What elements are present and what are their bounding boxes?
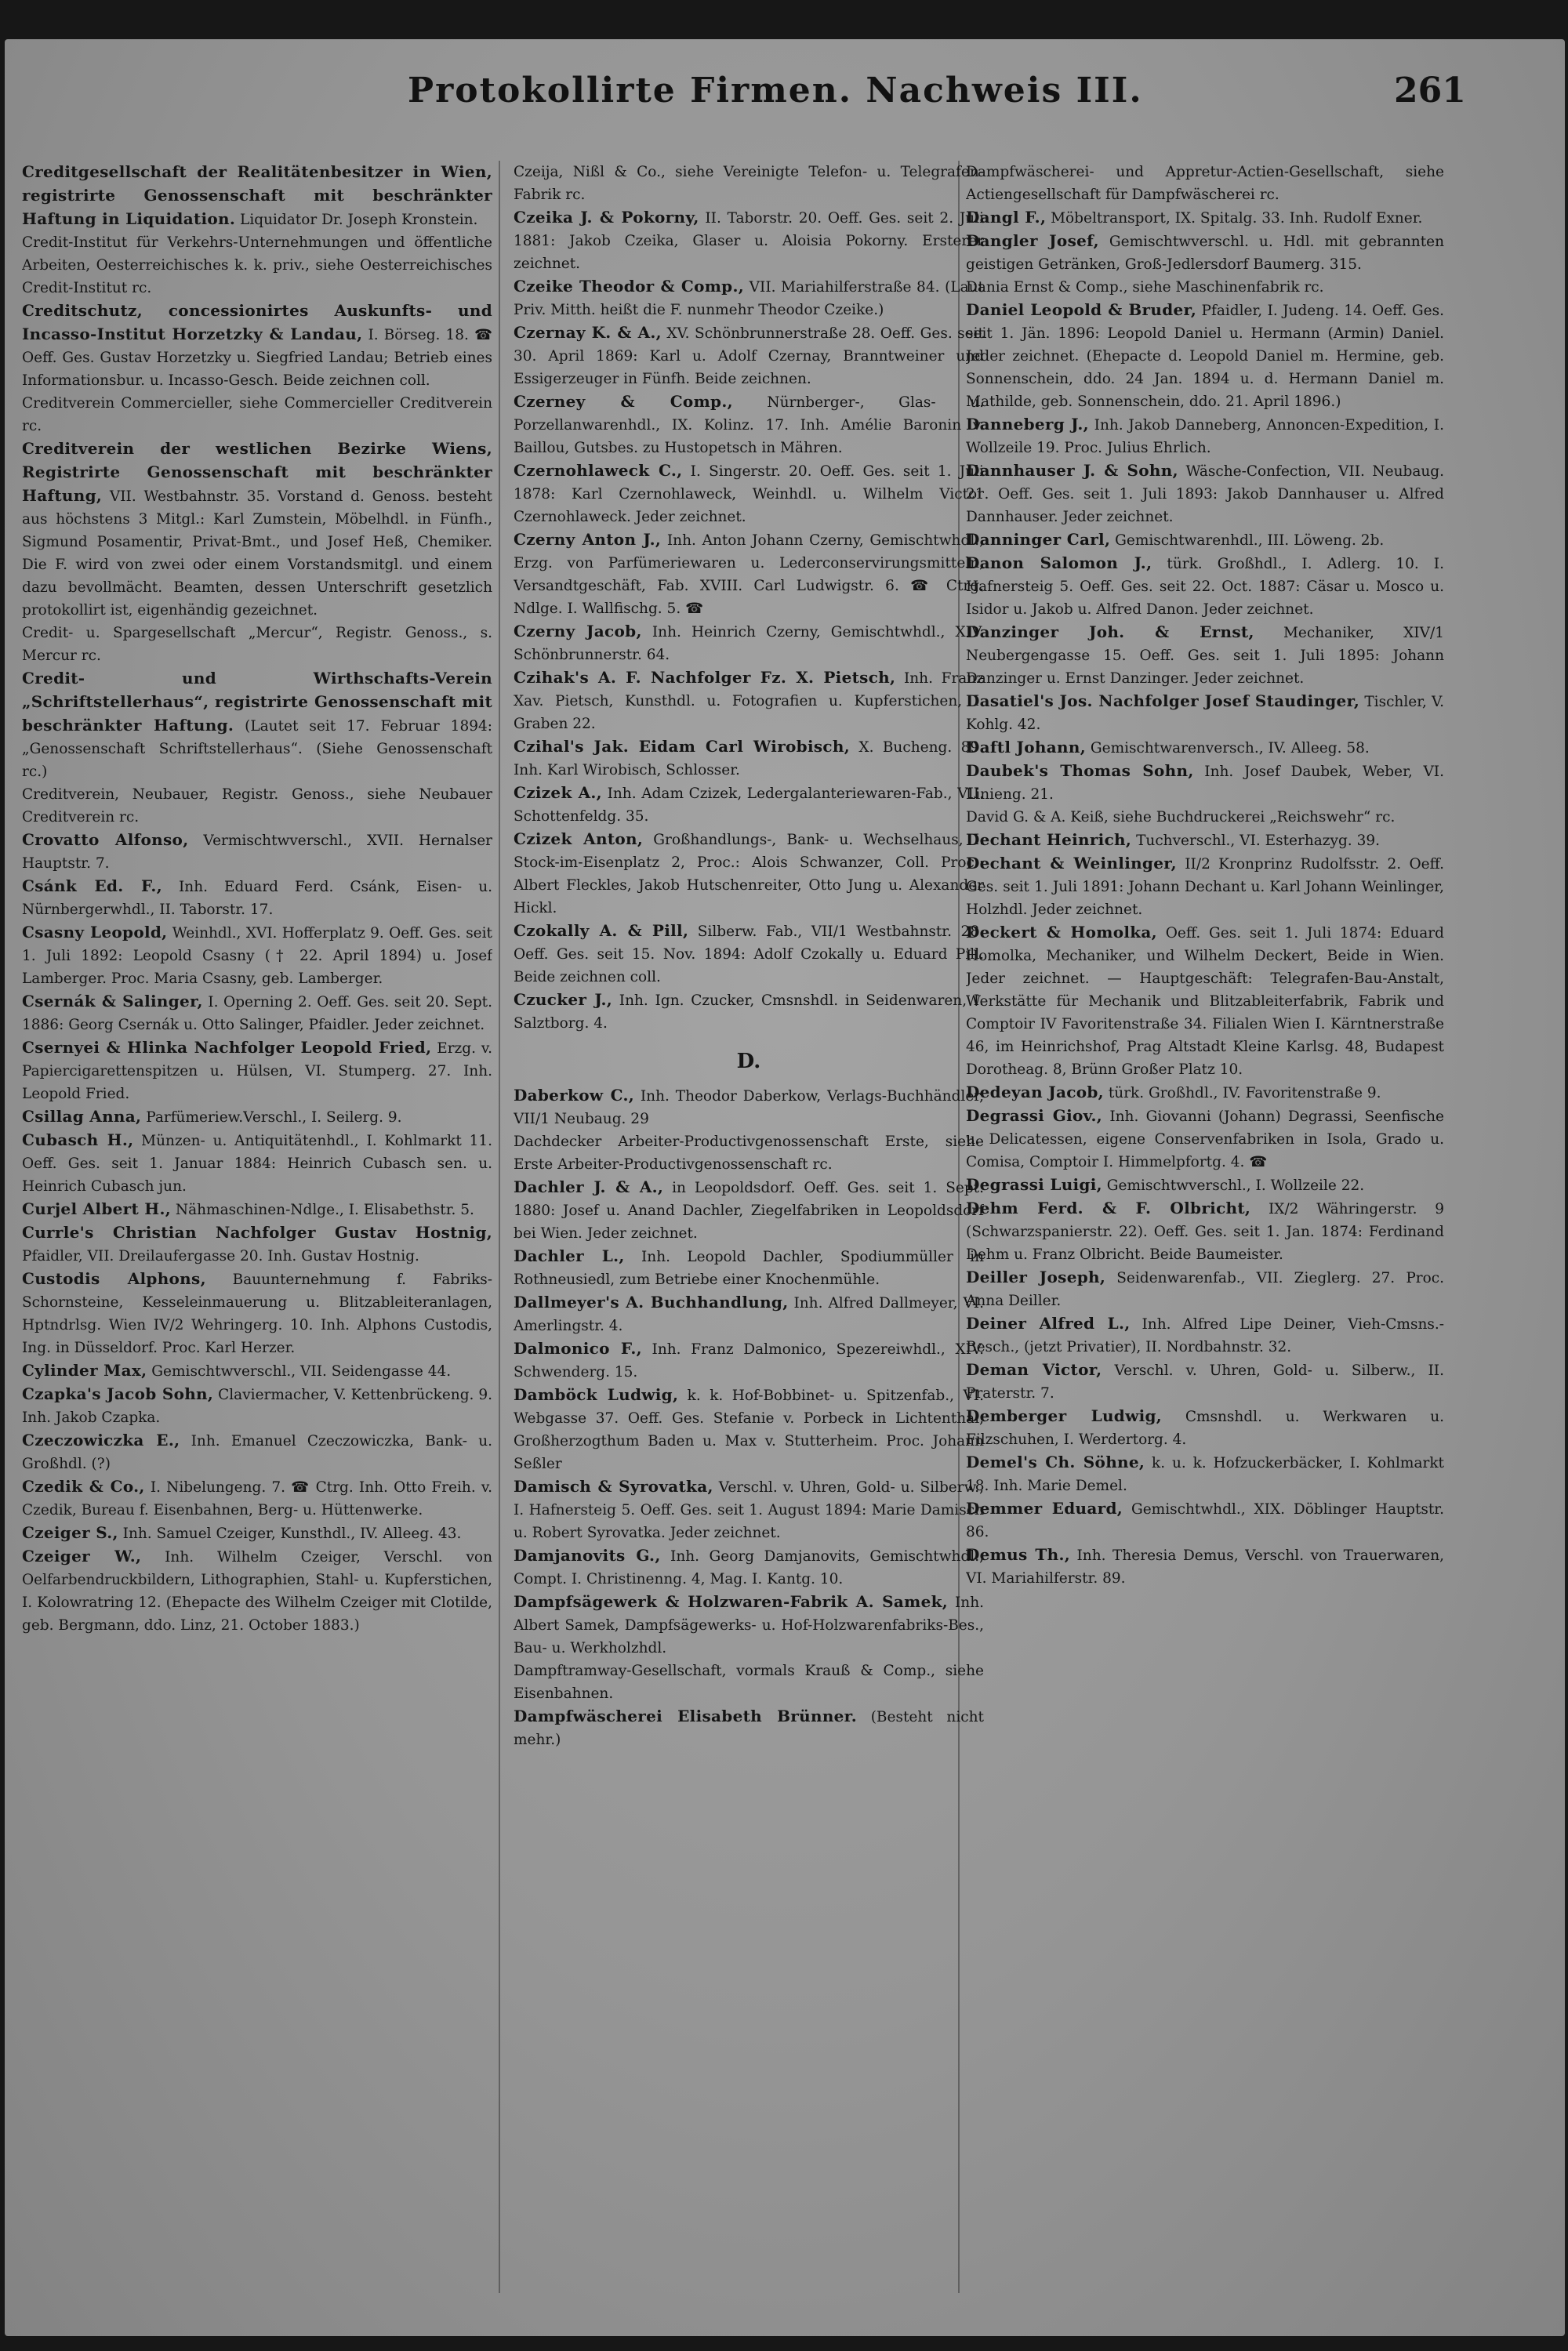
entry-details: Inh. Eduard Ferd. Csánk, Eisen- u. Nürnbergerwhdl., II. Taborstr. 17. <box>22 879 492 918</box>
page-number: 261 <box>1394 71 1466 111</box>
firm-name: Czerney & Comp., <box>514 392 733 411</box>
firm-name: Credit- und Wirthschafts-Verein „Schriftstellerhaus“, registrirte Genossenschaft mit beschränkter Haftung. <box>22 669 492 735</box>
firm-name: Daubek's Thomas Sohn, <box>966 761 1194 780</box>
entry-details: Oeff. Ges. seit 1. Juli 1874: Eduard Homolka, Mechaniker, und Wilhelm Deckert, Beide in Wien. Jeder zeichnet. — Hauptgeschäft: Telegrafen-Bau-Anstalt, Werkstätte für Mechanik und Blitzableiterfabrik, Fabrik und Comptoir IV Favoritenstraße 34. Filialen Wien I. Kärntnerstraße 46, im Heinrichshof, Prag Altstadt Kleine Karlsg. 48, Budapest Dorotheag. 8, Brünn Großer Platz 10. <box>966 925 1444 1078</box>
entry-details: Gemischtwhdl., XIX. Döblinger Hauptstr. 86. <box>966 1501 1444 1540</box>
entry-details: k. u. k. Hofzuckerbäcker, I. Kohlmarkt 18. Inh. Marie Demel. <box>966 1455 1444 1494</box>
column-1 <box>22 161 492 2293</box>
firm-name: Dannhauser J. & Sohn, <box>966 461 1178 480</box>
directory-entry <box>966 230 1444 276</box>
entry-details: Inh. Ign. Czucker, Cmsnshdl. in Seidenwaren, I. Salztborg. 4. <box>514 992 984 1032</box>
directory-entry <box>966 1105 1444 1174</box>
firm-name: Crovatto Alfonso, <box>22 830 189 849</box>
entry-details: Tuchverschl., VI. Esterhazyg. 39. <box>1136 833 1380 849</box>
firm-name: Danon Salomon J., <box>966 553 1152 572</box>
entry-details: Parfümeriew.Verschl., I. Seilerg. 9. <box>146 1109 402 1126</box>
entry-details: Inh. Adam Czizek, Ledergalanteriewaren-Fab., VII. Schottenfeldg. 35. <box>514 785 984 825</box>
firm-name: Csánk Ed. F., <box>22 876 162 895</box>
directory-entry <box>514 1245 984 1291</box>
directory-entry <box>966 413 1444 459</box>
firm-name: Dangl F., <box>966 208 1047 227</box>
entry-details: I. Operning 2. Oeff. Ges. seit 20. Sept. 1886: Georg Csernák u. Otto Salinger, Pfaidler. Jeder zeichnet. <box>22 994 492 1033</box>
directory-entry <box>22 1268 492 1359</box>
entry-details: Mechaniker, XIV/1 Neubergengasse 15. Oeff. Ges. seit 1. Juli 1895: Johann Danzinger u. Ernst Danzinger. Jeder zeichnet. <box>966 625 1444 687</box>
firm-name: Demus Th., <box>966 1545 1070 1564</box>
firm-name: Curjel Albert H., <box>22 1199 172 1218</box>
column-2 <box>514 161 984 2293</box>
directory-entry <box>514 1291 984 1337</box>
firm-name: Danneberg J., <box>966 415 1089 434</box>
firm-name: Dachler J. & A., <box>514 1177 664 1196</box>
directory-entry <box>514 1544 984 1591</box>
column-3 <box>966 161 1444 2293</box>
entry-details: Inh. Wilhelm Czeiger, Verschl. von Oelfarbendruckbildern, Lithographien, Stahl- u. Kupferstichen, I. Kolowratring 12. (Ehepacte des Wilhelm Czeiger mit Clotilde, geb. Bergmann, ddo. Linz, 21. October 1883.) <box>22 1549 492 1634</box>
directory-entry <box>966 276 1444 299</box>
firm-name: Deiller Joseph, <box>966 1268 1106 1286</box>
directory-entry <box>966 1405 1444 1451</box>
directory-entry <box>22 783 492 829</box>
directory-entry <box>966 852 1444 921</box>
firm-name: Daniel Leopold & Bruder, <box>966 300 1197 319</box>
directory-entry <box>22 1545 492 1637</box>
entry-details: VII. Mariahilferstraße 84. (Laut Priv. Mitth. heißt die F. nunmehr Theodor Czeike.) <box>514 279 984 318</box>
entry-details: türk. Großhdl., IV. Favoritenstraße 9. <box>1108 1085 1381 1101</box>
entry-details: Möbeltransport, IX. Spitalg. 33. Inh. Rudolf Exner. <box>1051 210 1423 227</box>
entry-details: Inh. Alfred Lipe Deiner, Vieh-Cmsns.-Besch., (jetzt Privatier), II. Nordbahnstr. 32. <box>966 1316 1444 1355</box>
entry-details: Weinhdl., XVI. Hofferplatz 9. Oeff. Ges. seit 1. Juli 1892: Leopold Csasny († 22. April 1894) u. Josef Lamberger. Proc. Maria Csasny, geb. Lamberger. <box>22 925 492 987</box>
entry-details: Gemischtwverschl. u. Hdl. mit gebrannten geistigen Getränken, Groß-Jedlersdorf Baumerg. 315. <box>966 234 1444 273</box>
firm-name: Csillag Anna, <box>22 1107 142 1126</box>
firm-name: Creditgesellschaft der Realitätenbesitzer in Wien, registrirte Genossenschaft mit beschränkter Haftung in Liquidation. <box>22 162 492 228</box>
page-title: Protokollirte Firmen. Nachweis III. <box>408 71 1143 111</box>
firm-name: Dechant & Weinlinger, <box>966 854 1177 873</box>
directory-entry <box>514 620 984 666</box>
firm-name: Csernyei & Hlinka Nachfolger Leopold Fried, <box>22 1038 432 1057</box>
directory-entry <box>514 1705 984 1751</box>
entry-details: Pfaidler, I. Judeng. 14. Oeff. Ges. seit 1. Jän. 1896: Leopold Daniel u. Hermann (Armin) Daniel. Jeder zeichnet. (Ehepacte d. Leopold Daniel m. Hermine, geb. Sonnenschein, ddo. 24 Jan. 1894 u. d. Hermann Daniel m. Mathilde, geb. Sonnenschein, ddo. 21. April 1896.) <box>966 303 1444 410</box>
firm-name: Czihak's A. F. Nachfolger Fz. X. Pietsch, <box>514 668 896 687</box>
firm-name: Damböck Ludwig, <box>514 1385 679 1404</box>
entry-details: (Lautet seit 17. Februar 1894: „Genossenschaft Schriftstellerhaus“. (Siehe Genossenschaft rc.) <box>22 718 492 780</box>
firm-name: Czeika J. & Pokorny, <box>514 208 699 227</box>
entry-details: Gemischtwverschl., I. Wollzeile 22. <box>1106 1177 1365 1194</box>
entry-details: Erzg. v. Papiercigarettenspitzen u. Hülsen, VI. Stumperg. 27. Inh. Leopold Fried. <box>22 1040 492 1102</box>
directory-entry <box>514 321 984 390</box>
directory-entry <box>514 161 984 206</box>
directory-entry <box>22 1475 492 1522</box>
entry-details: (Besteht nicht mehr.) <box>514 1709 984 1748</box>
directory-entry <box>966 459 1444 528</box>
directory-entry <box>966 1266 1444 1312</box>
entry-details: Bauunternehmung f. Fabriks-Schornsteine, Kesseleinmauerung u. Blitzableiteranlagen, Hptndrlsg. Wien IV/2 Wehringerg. 10. Inh. Alphons Custodis, Ing. in Düsseldorf. Proc. Karl Herzer. <box>22 1272 492 1356</box>
entry-details: Inh. Georg Damjanovits, Gemischtwhdl., Compt. I. Christinenng. 4, Mag. I. Kantg. 10. <box>514 1548 984 1587</box>
directory-entry <box>22 1522 492 1545</box>
directory-entry <box>966 528 1444 552</box>
directory-entry <box>966 206 1444 230</box>
entry-details: Silberw. Fab., VII/1 Westbahnstr. 28. Oeff. Ges. seit 15. Nov. 1894: Adolf Czokally u. Eduard Pill. Beide zeichnen coll. <box>514 923 984 985</box>
entry-details: Inh. Jakob Danneberg, Annoncen-Expedition, I. Wollzeile 19. Proc. Julius Ehrlich. <box>966 417 1444 456</box>
directory-entry <box>966 1081 1444 1105</box>
entry-details: Gemischtwarenhdl., III. Löweng. 2b. <box>1115 532 1385 549</box>
firm-name: Dallmeyer's A. Buchhandlung, <box>514 1293 789 1312</box>
entry-details: Verschl. v. Uhren, Gold- u. Silberw., II. Praterstr. 7. <box>966 1362 1444 1402</box>
firm-name: Deckert & Homolka, <box>966 923 1157 941</box>
entry-details: Inh. Theresia Demus, Verschl. von Trauerwaren, VI. Mariahilferstr. 89. <box>966 1547 1444 1587</box>
entry-details: I. Singerstr. 20. Oeff. Ges. seit 1. Juli 1878: Karl Czernohlaweck, Weinhdl. u. Wilhelm Victor Czernohlaweck. Jeder zeichnet. <box>514 463 984 525</box>
firm-name: Cubasch H., <box>22 1130 134 1149</box>
directory-entry <box>514 1176 984 1245</box>
entry-details: Seidenwarenfab., VII. Zieglerg. 27. Proc. Anna Deiller. <box>966 1270 1444 1309</box>
firm-name: Demmer Eduard, <box>966 1499 1123 1518</box>
firm-name: Csasny Leopold, <box>22 923 168 941</box>
directory-entry <box>966 299 1444 413</box>
entry-details: Dampfwäscherei- und Appretur-Actien-Gesellschaft, siehe Actiengesellschaft für Dampfwäscherei rc. <box>966 164 1444 203</box>
entry-details: David G. & A. Keiß, siehe Buchdruckerei „Reichswehr“ rc. <box>966 809 1396 825</box>
directory-entry <box>966 921 1444 1081</box>
directory-entry <box>966 1451 1444 1497</box>
column-divider <box>499 161 500 2293</box>
entry-details: Inh. Albert Samek, Dampfsägewerks- u. Hof-Holzwarenfabriks-Bes., Bau- u. Werkholzhdl. <box>514 1595 984 1656</box>
entry-details: Inh. Giovanni (Johann) Degrassi, Seenfische u. Delicatessen, eigene Conservenfabriken in Isola, Grado u. Comisa, Comptoir I. Himmelpfortg. 4. ☎ <box>966 1108 1444 1170</box>
entry-details: VII. Westbahnstr. 35. Vorstand d. Genoss. besteht aus höchstens 3 Mitgl.: Karl Zumstein, Möbelhdl. in Fünfh., Sigmund Posamentir, Privat-Bmt., und Josef Heß, Chemiker. Die F. wird von zwei oder einem Vorstandsmitgl. und einem dazu bevollmächt. Beamten, dessen Unterschrift gesetzlich protokollirt ist, eigenhändig gezeichnet. <box>22 488 492 619</box>
entry-details: Dampftramway-Gesellschaft, vormals Krauß & Comp., siehe Eisenbahnen. <box>514 1663 984 1702</box>
firm-name: Czedik & Co., <box>22 1477 145 1496</box>
entry-details: Inh. Heinrich Czerny, Gemischtwhdl., XIV. Schönbrunnerstr. 64. <box>514 624 984 663</box>
entry-details: I. Börseg. 18. ☎ Oeff. Ges. Gustav Horzetzky u. Siegfried Landau; Betrieb eines Informationsbur. u. Incasso-Gesch. Beide zeichnen coll. <box>22 327 492 389</box>
firm-name: Dechant Heinrich, <box>966 830 1132 849</box>
directory-entry <box>966 806 1444 829</box>
firm-name: Czerny Jacob, <box>514 622 642 640</box>
directory-entry <box>22 622 492 667</box>
directory-entry <box>22 231 492 299</box>
firm-name: Czerny Anton J., <box>514 530 662 549</box>
firm-name: Creditschutz, concessionirtes Auskunfts- und Incasso-Institut Horzetzky & Landau, <box>22 301 492 343</box>
entry-details: k. k. Hof-Bobbinet- u. Spitzenfab., VI. Webgasse 37. Oeff. Ges. Stefanie v. Porbeck in Lichtenthal, Großherzogthum Baden u. Max v. Stutterheim. Proc. Johann Seßler <box>514 1388 984 1472</box>
directory-entry <box>514 1475 984 1544</box>
firm-name: Degrassi Luigi, <box>966 1175 1102 1194</box>
directory-entry <box>514 1130 984 1176</box>
directory-entry <box>966 736 1444 760</box>
directory-entry <box>966 1312 1444 1359</box>
firm-name: Czokally A. & Pill, <box>514 921 689 940</box>
firm-name: Czeike Theodor & Comp., <box>514 277 744 296</box>
firm-name: Czizek Anton, <box>514 829 644 848</box>
firm-name: Czernohlaweck C., <box>514 461 683 480</box>
directory-entry <box>22 299 492 392</box>
firm-name: Demel's Ch. Söhne, <box>966 1453 1145 1471</box>
entry-details: Inh. Theodor Daberkow, Verlags-Buchhändler, VII/1 Neubaug. 29 <box>514 1088 984 1127</box>
directory-entry <box>22 667 492 783</box>
firm-name: Currle's Christian Nachfolger Gustav Hostnig, <box>22 1223 492 1242</box>
entry-details: Gemischtwarenversch., IV. Alleeg. 58. <box>1090 740 1370 756</box>
firm-name: Deiner Alfred L., <box>966 1314 1131 1333</box>
directory-entry <box>22 990 492 1036</box>
entry-details: Großhandlungs-, Bank- u. Wechselhaus, I. Stock-im-Eisenplatz 2, Proc.: Alois Schwanzer, Coll. Proc.: Albert Fleckles, Jakob Hutschenreiter, Otto Jung u. Alexander Hickl. <box>514 832 984 916</box>
firm-name: Czizek A., <box>514 783 602 802</box>
entry-details: Pfaidler, VII. Dreilaufergasse 20. Inh. Gustav Hostnig. <box>22 1248 419 1264</box>
firm-name: Dachler L., <box>514 1246 625 1265</box>
directory-entry <box>22 921 492 990</box>
directory-entry <box>22 1221 492 1268</box>
firm-name: Dasatiel's Jos. Nachfolger Josef Staudinger, <box>966 691 1360 710</box>
firm-name: Czapka's Jacob Sohn, <box>22 1384 214 1403</box>
firm-name: Dampfsägewerk & Holzwaren-Fabrik A. Samek, <box>514 1592 949 1611</box>
entry-details: türk. Großhdl., I. Adlerg. 10. I. Hafnersteig 5. Oeff. Ges. seit 22. Oct. 1887: Cäsar u. Mosco u. Isidor u. Jakob u. Alfred Danon. Jeder zeichnet. <box>966 556 1444 618</box>
entry-details: Inh. Leopold Dachler, Spodiummüller in Rothneusiedl, zum Betriebe einer Knochenmühle. <box>514 1249 984 1288</box>
entry-details: Inh. Franz Xav. Pietsch, Kunsthdl. u. Fotografien u. Kupferstichen, I. Graben 22. <box>514 670 984 732</box>
entry-details: Inh. Josef Daubek, Weber, VI. Linieng. 21. <box>966 764 1444 803</box>
entry-details: Claviermacher, V. Kettenbrückeng. 9. Inh. Jakob Czapka. <box>22 1387 492 1426</box>
entry-details: Credit- u. Spargesellschaft „Mercur“, Registr. Genoss., s. Mercur rc. <box>22 625 492 664</box>
directory-entry <box>966 690 1444 736</box>
firm-name: Dampfwäscherei Elisabeth Brünner. <box>514 1707 857 1725</box>
firm-name: Custodis Alphons, <box>22 1269 206 1288</box>
directory-entry <box>22 1359 492 1383</box>
entry-details: Inh. Alfred Dallmeyer, VI. Amerlingstr. 4. <box>514 1295 984 1334</box>
directory-entry <box>966 552 1444 621</box>
directory-entry <box>22 875 492 921</box>
entry-details: Inh. Anton Johann Czerny, Gemischtwhdl., Erzg. von Parfümeriewaren u. Lederconservirungsmitteln, Versandtgeschäft, Fab. XVIII. Carl Ludwigstr. 6. ☎ Ctrg. Ndlge. I. Wallfischg. 5. ☎ <box>514 532 984 617</box>
entry-details: Verschl. v. Uhren, Gold- u. Silberw., I. Hafnersteig 5. Oeff. Ges. seit 1. August 1894: Marie Damisch u. Robert Syrovatka. Jeder zeichnet. <box>514 1479 984 1541</box>
entry-details: in Leopoldsdorf. Oeff. Ges. seit 1. Sept. 1880: Josef u. Anand Dachler, Ziegelfabriken in Leopoldsdorf bei Wien. Jeder zeichnet. <box>514 1180 984 1242</box>
directory-entry <box>514 666 984 735</box>
directory-entry <box>22 161 492 231</box>
entry-details: XV. Schönbrunnerstraße 28. Oeff. Ges. seit 30. April 1869: Karl u. Adolf Czernay, Branntweiner und Essigerzeuger in Fünfh. Beide zeichnen. <box>514 325 984 387</box>
directory-entry <box>966 1497 1444 1544</box>
entry-details: Creditverein, Neubauer, Registr. Genoss., siehe Neubauer Creditverein rc. <box>22 786 492 825</box>
directory-entry <box>514 1337 984 1384</box>
firm-name: Czeiger W., <box>22 1547 142 1566</box>
section-letter: D. <box>736 1050 761 1073</box>
directory-entry <box>514 782 984 828</box>
directory-entry <box>966 760 1444 806</box>
directory-entry <box>514 1084 984 1130</box>
entry-details: Dania Ernst & Comp., siehe Maschinenfabrik rc. <box>966 279 1324 296</box>
directory-entry <box>514 1591 984 1660</box>
firm-name: Daftl Johann, <box>966 738 1086 756</box>
firm-name: Danzinger Joh. & Ernst, <box>966 622 1254 641</box>
entry-details: Inh. Emanuel Czeczowiczka, Bank- u. Großhdl. (?) <box>22 1433 492 1472</box>
directory-entry <box>22 437 492 622</box>
directory-entry <box>22 1429 492 1475</box>
directory-entry <box>966 1359 1444 1405</box>
entry-details: X. Bucheng. 89. Inh. Karl Wirobisch, Schlosser. <box>514 739 984 778</box>
firm-name: Czeczowiczka E., <box>22 1431 180 1449</box>
directory-entry <box>22 1198 492 1221</box>
firm-name: Csernák & Salinger, <box>22 992 203 1010</box>
directory-entry <box>22 392 492 437</box>
firm-name: Damjanovits G., <box>514 1546 661 1565</box>
entry-details: Liquidator Dr. Joseph Kronstein. <box>240 212 478 228</box>
directory-entry <box>22 1036 492 1105</box>
firm-name: Danninger Carl, <box>966 530 1111 549</box>
firm-name: Damisch & Syrovatka, <box>514 1477 713 1496</box>
entry-details: IX/2 Währingerstr. 9 (Schwarzspanierstr. 22). Oeff. Ges. seit 1. Jan. 1874: Ferdinand Dehm u. Franz Olbricht. Beide Baumeister. <box>966 1201 1444 1263</box>
directory-entry <box>514 528 984 620</box>
directory-entry <box>966 1544 1444 1590</box>
firm-name: Dangler Josef, <box>966 231 1099 250</box>
directory-entry <box>966 1197 1444 1266</box>
firm-name: Czihal's Jak. Eidam Carl Wirobisch, <box>514 737 851 756</box>
firm-name: Czeiger S., <box>22 1523 118 1542</box>
directory-entry <box>514 920 984 989</box>
entry-details: Wäsche-Confection, VII. Neubaug. 21. Oeff. Ges. seit 1. Juli 1893: Jakob Dannhauser u. Alfred Dannhauser. Jeder zeichnet. <box>966 463 1444 525</box>
entry-details: Credit-Institut für Verkehrs-Unternehmungen und öffentliche Arbeiten, Oesterreichisches k. k. priv., siehe Oesterreichisches Credit-Institut rc. <box>22 234 492 296</box>
directory-entry <box>514 206 984 275</box>
directory-entry <box>22 1129 492 1198</box>
entry-details: I. Nibelungeng. 7. ☎ Ctrg. Inh. Otto Freih. v. Czedik, Bureau f. Eisenbahnen, Berg- u. Hüttenwerke. <box>22 1479 492 1518</box>
directory-entry <box>514 828 984 920</box>
directory-entry <box>966 161 1444 206</box>
entry-details: Münzen- u. Antiquitätenhdl., I. Kohlmarkt 11. Oeff. Ges. seit 1. Januar 1884: Heinrich Cubasch sen. u. Heinrich Cubasch jun. <box>22 1133 492 1195</box>
firm-name: Dehm Ferd. & F. Olbricht, <box>966 1199 1251 1217</box>
directory-entry <box>22 1105 492 1129</box>
entry-details: Vermischtwverschl., XVII. Hernalser Hauptstr. 7. <box>22 833 492 872</box>
entry-details: II/2 Kronprinz Rudolfsstr. 2. Oeff. Ges. seit 1. Juli 1891: Johann Dechant u. Karl Johann Weinlinger, Holzhdl. Jeder zeichnet. <box>966 856 1444 918</box>
directory-entry <box>514 459 984 528</box>
entry-details: Nürnberger-, Glas- u. Porzellanwarenhdl., IX. Kolinz. 17. Inh. Amélie Baronin v. Baillou, Gutsbes. zu Hustopetsch in Mähren. <box>514 394 984 456</box>
directory-entry <box>514 390 984 459</box>
firm-name: Czucker J., <box>514 990 613 1009</box>
firm-name: Czernay K. & A., <box>514 323 662 342</box>
entry-details: Inh. Samuel Czeiger, Kunsthdl., IV. Alleeg. 43. <box>122 1526 462 1542</box>
firm-name: Dalmonico F., <box>514 1339 642 1358</box>
directory-entry <box>514 989 984 1035</box>
entry-details: Creditverein Commercieller, siehe Commercieller Creditverein rc. <box>22 395 492 434</box>
directory-entry <box>966 1174 1444 1197</box>
directory-entry <box>514 275 984 321</box>
firm-name: Daberkow C., <box>514 1086 634 1105</box>
entry-details: Inh. Franz Dalmonico, Spezereiwhdl., XIV. Schwenderg. 15. <box>514 1341 984 1380</box>
firm-name: Cylinder Max, <box>22 1361 147 1380</box>
page-header <box>0 71 1568 125</box>
firm-name: Dedeyan Jacob, <box>966 1083 1104 1101</box>
entry-details: II. Taborstr. 20. Oeff. Ges. seit 2. Juli 1881: Jakob Czeika, Glaser u. Aloisia Pokorny. Ersterer zeichnet. <box>514 210 984 272</box>
entry-details: Cmsnshdl. u. Werkwaren u. Filzschuhen, I. Werdertorg. 4. <box>966 1409 1444 1448</box>
entry-details: Dachdecker Arbeiter-Productivgenossenschaft Erste, siehe Erste Arbeiter-Productivgenossenschaft rc. <box>514 1134 984 1173</box>
entry-details: Nähmaschinen-Ndlge., I. Elisabethstr. 5. <box>175 1202 474 1218</box>
firm-name: Degrassi Giov., <box>966 1106 1103 1125</box>
entry-details: Gemischtwverschl., VII. Seidengasse 44. <box>151 1363 452 1380</box>
directory-entry <box>514 1384 984 1475</box>
directory-entry <box>22 829 492 875</box>
directory-entry <box>966 829 1444 852</box>
firm-name: Creditverein der westlichen Bezirke Wiens, Registrirte Genossenschaft mit beschränkter Haftung, <box>22 439 492 505</box>
entry-details: Tischler, V. Kohlg. 42. <box>966 694 1444 733</box>
directory-entry <box>514 1660 984 1705</box>
directory-entry <box>966 621 1444 690</box>
directory-entry <box>514 735 984 782</box>
directory-entry <box>22 1383 492 1429</box>
firm-name: Demberger Ludwig, <box>966 1406 1163 1425</box>
entry-details: Czeija, Nißl & Co., siehe Vereinigte Telefon- u. Telegrafen-Fabrik rc. <box>514 164 984 203</box>
firm-name: Deman Victor, <box>966 1360 1102 1379</box>
